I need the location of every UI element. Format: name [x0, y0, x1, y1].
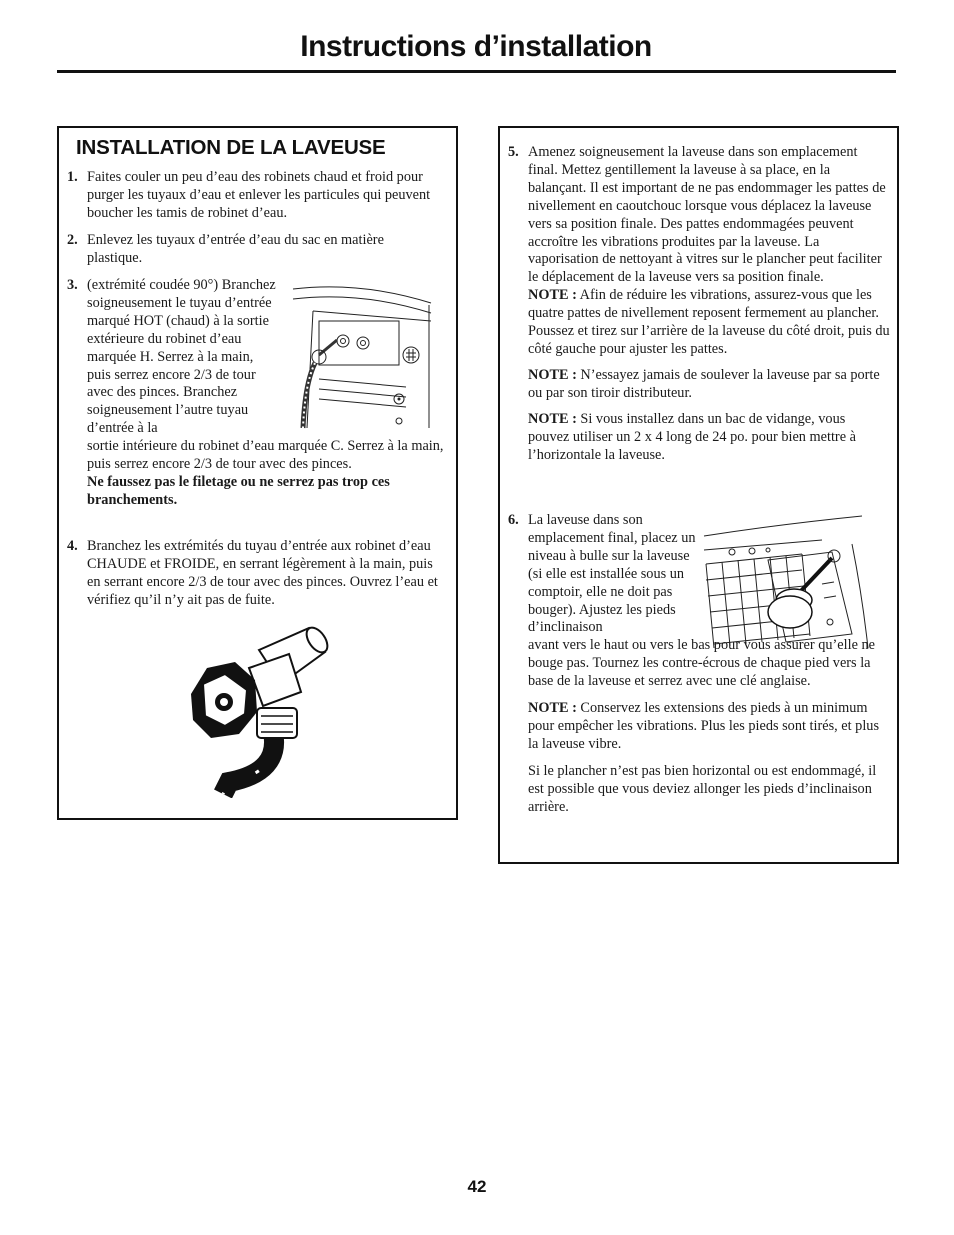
- step-text: Amenez soigneusement la laveuse dans son emplacement final. Mettez gentillement la laveuse à sa place, en la balançant. Il est important de ne pas endommager les pattes de nivellement en caoutchouc lorsque vous déplacez la laveuse vers sa position finale. Des pattes endommagées peuvent accroître les vibrations produites par la laveuse. La vaporisation de nettoyant à vitres sur le plancher peut faciliter le déplacement de la laveuse vers sa position finale.: [528, 144, 886, 286]
- title-divider: [57, 70, 896, 73]
- note-2: [528, 367, 890, 403]
- note-label: NOTE :: [528, 287, 577, 304]
- step-text: Faites couler un peu d’eau des robinets chaud et froid pour purger les tuyaux d’eau et enlever les particules qui peuvent boucher les tamis de robinet d’eau.: [87, 169, 431, 221]
- washer-back-illustration: [291, 283, 439, 433]
- step-warning: Ne faussez pas le filetage ou ne serrez pas trop ces branchements.: [87, 473, 390, 508]
- leveling-foot-illustration: [702, 514, 874, 650]
- section-heading: INSTALLATION DE LA LAVEUSE: [76, 136, 386, 159]
- note-text: Si vous installez dans un bac de vidange, vous pouvez utiliser un 2 x 4 long de 24 po. pour bien mettre à l’horizontale la laveuse.: [528, 410, 856, 463]
- step-4: [67, 538, 447, 610]
- step-text: Enlevez les tuyaux d’entrée d’eau du sac en matière plastique.: [87, 232, 384, 266]
- note-text: Afin de réduire les vibrations, assurez-vous que les quatre pattes de nivellement reposent fermement au plancher. Poussez et tirez sur l’arrière de la laveuse du côté droit, puis du côté gauche pour ajuster les pattes.: [528, 287, 890, 357]
- step-text-narrow: (extrémité coudée 90°) Branchez soigneusement le tuyau d’entrée marqué HOT (chaud) à la sortie extérieure du robinet d’eau marquée H. Serrez à la main, puis serrez encore 2/3 de tour avec des pinces. Branchez soigneusement l’autre tuyau d’entrée à la: [87, 277, 276, 437]
- step-number: 2.: [67, 232, 78, 248]
- note-4: [528, 700, 890, 754]
- note-label: NOTE :: [528, 700, 577, 717]
- washer-installation-panel: [57, 126, 458, 820]
- step-text: Branchez les extrémités du tuyau d’entrée aux robinet d’eau CHAUDE et FROIDE, en serrant légèrement à la main, puis en serrant encore 2/3 de tour avec des pinces. Ouvrez l’eau et vérifiez qu’il n’y ait pas de fuite.: [87, 538, 438, 608]
- step-text-wide: avant vers le haut ou vers le bas pour vous assurer qu’elle ne bouge pas. Tournez les contre-écrous de chaque pied vers la base de la laveuse et serrez avec une clé anglaise.: [528, 637, 875, 690]
- step-1: [67, 169, 442, 223]
- step-number: 3.: [67, 277, 78, 293]
- final-note: Si le plancher n’est pas bien horizontal ou est endommagé, il est possible que vous deviez allonger les pieds d’inclinaison arrière.: [528, 762, 877, 815]
- step-text-narrow: La laveuse dans son emplacement final, placez un niveau à bulle sur la laveuse (si elle est installée sous un comptoir, elle ne doit pas bouger). Ajustez les pieds d’inclinaison: [528, 512, 696, 636]
- step-number: 1.: [67, 169, 78, 185]
- step-number: 5.: [508, 144, 519, 160]
- faucet-illustration: [189, 622, 339, 798]
- step-text-wide: sortie intérieure du robinet d’eau marquée C. Serrez à la main, puis serrez encore 2/3 de tour avec des pinces.: [87, 438, 444, 473]
- note-3: [528, 411, 890, 465]
- note-text: N’essayez jamais de soulever la laveuse par sa porte ou par son tiroir distributeur.: [528, 366, 880, 401]
- page-number: 42: [467, 1177, 487, 1196]
- step-2: [67, 232, 442, 268]
- note-label: NOTE :: [528, 410, 577, 427]
- step-number: 6.: [508, 512, 519, 528]
- note-text: Conservez les extensions des pieds à un minimum pour empêcher les vibrations. Plus les pieds sont tirés, et plus la laveuse vibre.: [528, 700, 880, 752]
- step-number: 4.: [67, 538, 78, 554]
- step-5: [508, 144, 890, 464]
- page-title: Instructions d’installation: [300, 30, 652, 63]
- note-label: NOTE :: [528, 366, 577, 383]
- leveling-instructions-panel: [498, 126, 899, 864]
- note-1: [528, 287, 890, 359]
